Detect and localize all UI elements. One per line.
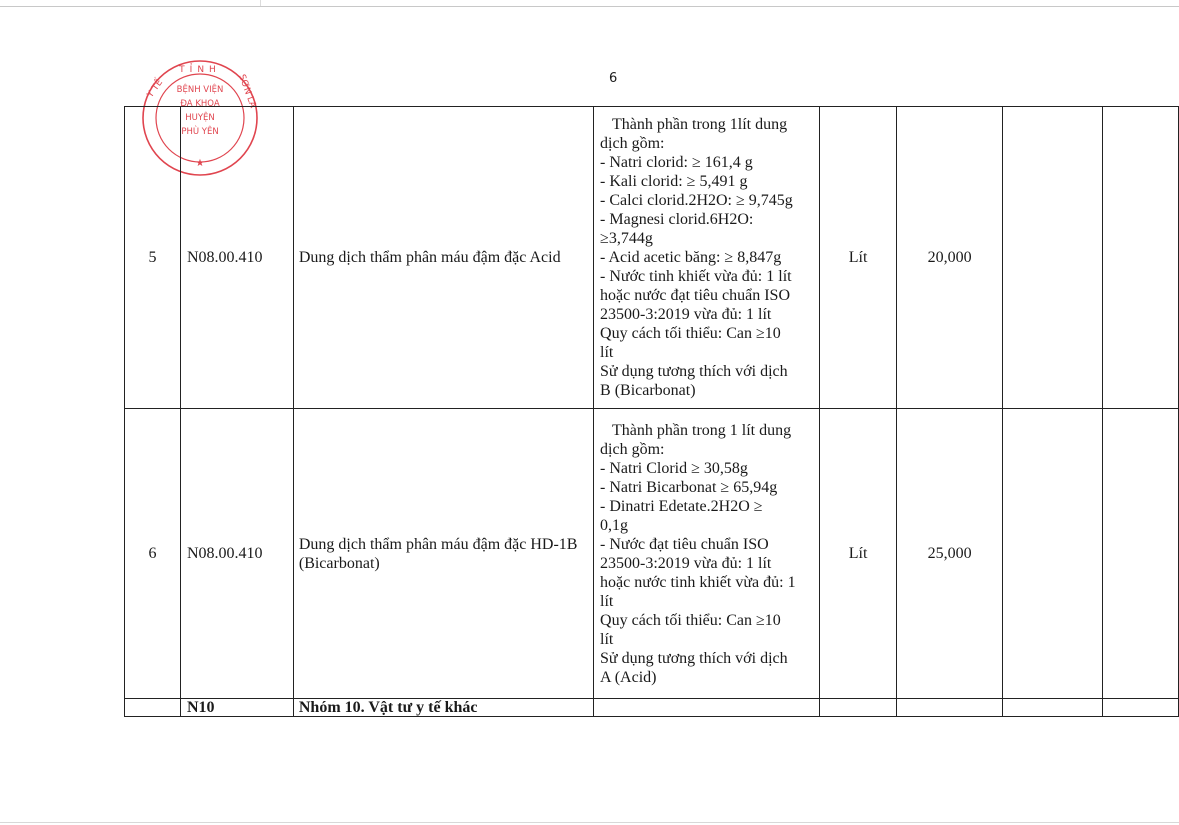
row-spec (594, 107, 820, 409)
row-quantity: 20,000 (897, 107, 1003, 409)
group-code: N10 (180, 699, 293, 717)
row-total (1102, 409, 1178, 699)
table-row (125, 107, 1179, 409)
page-number: 6 (609, 71, 618, 86)
svg-text:HUYỆN: HUYỆN (185, 113, 215, 123)
group-price (1002, 699, 1102, 717)
group-quantity (897, 699, 1003, 717)
row-code: N08.00.410 (180, 409, 293, 699)
group-name: Nhóm 10. Vật tư y tế khác (293, 699, 593, 717)
svg-text:BỆNH VIỆN: BỆNH VIỆN (176, 85, 224, 95)
row-quantity: 25,000 (897, 409, 1003, 699)
group-total (1102, 699, 1178, 717)
svg-text:Y TẾ: Y TẾ (145, 77, 166, 100)
row-spec-text: dịch gồm: - Natri clorid: ≥ 161,4 g - Kali clorid: ≥ 5,491 g - Calci clorid.2H2O: ≥ 9,745g - Magnesi clorid.6H2O: ≥3,744g - Acid acetic băng: ≥ 8,847g - Nước tinh khiết vừa đủ: 1 lít hoặc nước đạt tiêu chuẩn ISO 23500-3:2019 vừa đủ: 1 lít Quy cách tối thiểu: Can ≥10 lít Sử dụng tương thích với dịch B (Bicarbonat) (600, 135, 793, 399)
row-unit: Lít (819, 107, 896, 409)
svg-text:PHÙ YÊN: PHÙ YÊN (181, 127, 219, 137)
svg-text:★: ★ (195, 158, 205, 169)
row-price (1002, 107, 1102, 409)
row-unit: Lít (819, 409, 896, 699)
table-row (125, 409, 1179, 699)
row-name: Dung dịch thẩm phân máu đậm đặc HD-1B (Bicarbonat) (293, 409, 593, 699)
group-unit (819, 699, 896, 717)
row-stt: 5 (125, 107, 181, 409)
row-spec (594, 409, 820, 699)
group-row (125, 699, 1179, 717)
row-total (1102, 107, 1178, 409)
row-stt: 6 (125, 409, 181, 699)
page-bottom-border (0, 822, 1179, 823)
row-spec-first-line: Thành phần trong 1 lít dung (612, 421, 792, 439)
supply-table (124, 106, 1179, 717)
page-top-border (0, 6, 1179, 7)
group-stt (125, 699, 181, 717)
svg-text:SƠN LA: SƠN LA (236, 73, 258, 110)
row-name: Dung dịch thẩm phân máu đậm đặc Acid (293, 107, 593, 409)
row-spec-text: dịch gồm: - Natri Clorid ≥ 30,58g - Natri Bicarbonat ≥ 65,94g - Dinatri Edetate.2H2O ≥ 0,1g - Nước đạt tiêu chuẩn ISO 23500-3:2019 vừa đủ: 1 lít hoặc nước tinh khiết vừa đủ: 1 lít Quy cách tối thiểu: Can ≥10 lít Sử dụng tương thích với dịch A (Acid) (600, 440, 796, 686)
row-price (1002, 409, 1102, 699)
svg-text:ĐA KHOA: ĐA KHOA (180, 99, 220, 109)
svg-text:TỈNH: TỈNH (179, 65, 221, 75)
row-spec-first-line: Thành phần trong 1lít dung (612, 116, 788, 133)
row-code: N08.00.410 (180, 107, 293, 409)
group-spec (594, 699, 820, 717)
